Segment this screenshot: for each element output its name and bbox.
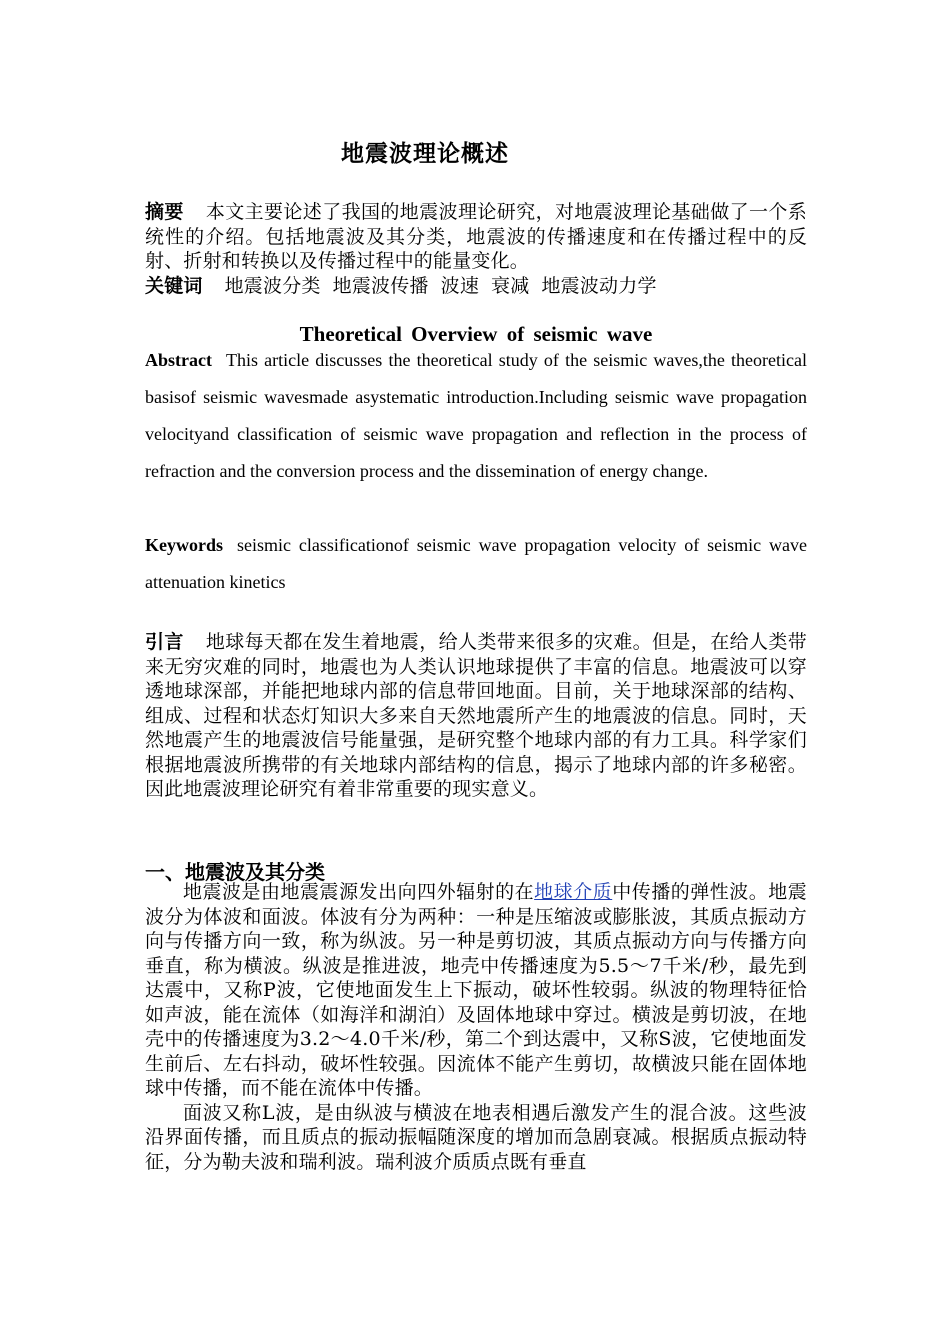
abstract-en-label: Abstract xyxy=(145,350,212,370)
abstract-cn-text: 本文主要论述了我国的地震波理论研究，对地震波理论基础做了一个系统性的介绍。包括地震波及其分类，地震波的传播速度和在传播过程中的反射、折射和转换以及传播过程中的能量变化。 xyxy=(145,201,808,272)
earth-medium-link[interactable]: 地球介质 xyxy=(534,881,613,903)
abstract-en-text: This article discusses the theoretical study of the seismic waves,the theoretical basisof seismic wavesmade asystematic introduction.Including seismic wave propagation velocityand classification of seismic wave propagation and reflection in the process of refraction and the conversion process and the dissemination of energy change. xyxy=(145,350,807,481)
keyword-cn-item: 地震波分类 xyxy=(224,275,321,297)
keyword-cn-item: 地震波传播 xyxy=(332,275,429,297)
abstract-cn xyxy=(145,200,807,274)
page-title: 地震波理论概述 xyxy=(341,141,509,167)
keywords-en-label: Keywords xyxy=(145,535,223,555)
keywords-cn-label: 关键词 xyxy=(145,275,203,297)
section-heading: 一、地震波及其分类 xyxy=(145,860,325,884)
english-title: Theoretical Overview of seismic wave xyxy=(299,322,653,346)
intro-text: 地球每天都在发生着地震，给人类带来很多的灾难。但是，在给人类带来无穷灾难的同时，地震也为人类认识地球提供了丰富的信息。地震波可以穿透地球深部，并能把地球内部的信息带回地面。目前，关于地球深部的结构、组成、过程和状态灯知识大多来自天然地震所产生的地震波的信息。同时，天然地震产生的地震波信号能量强，是研究整个地球内部的有力工具。科学家们根据地震波所携带的有关地球内部结构的信息，揭示了地球内部的许多秘密。因此地震波理论研究有着非常重要的现实意义。 xyxy=(145,631,808,800)
abstract-en xyxy=(145,342,807,490)
section-paragraph-2: 面波又称L波，是由纵波与横波在地表相遇后激发产生的混合波。这些波沿界面传播，而且质点的振动振幅随深度的增加而急剧衰减。根据质点振动特征，分为勒夫波和瑞利波。瑞利波介质质点既有垂直 xyxy=(145,1101,807,1173)
keyword-cn-item: 衰减 xyxy=(491,275,530,297)
intro-label: 引言 xyxy=(145,631,184,653)
section-paragraph-1 xyxy=(145,880,807,1101)
keywords-en-text: seismic classificationof seismic wave propagation velocity of seismic wave attenuation kinetics xyxy=(145,535,807,592)
paragraph-text: 地震波是由地震震源发出向四外辐射的在 xyxy=(183,881,535,903)
keyword-cn-item: 波速 xyxy=(440,275,480,297)
section-body xyxy=(145,880,807,1174)
paragraph-text: 中传播的弹性波。地震波分为体波和面波。体波有分为两种：一种是压缩波或膨胀波，其质点振动方向与传播方向一致，称为纵波。另一种是剪切波，其质点振动方向与传播方向垂直，称为横波。纵波是推进波，地壳中传播速度为5.5～7千米/秒，最先到达震中，又称P波，它使地面发生上下振动，破坏性较弱。纵波的物理特征恰如声波，能在流体（如海洋和湖泊）及固体地球中穿过。横波是剪切波，在地壳中的传播速度为3.2～4.0千米/秒，第二个到达震中，又称S波，它使地面发生前后、左右抖动，破坏性较强。因流体不能产生剪切，故横波只能在固体地球中传播，而不能在流体中传播。 xyxy=(145,881,807,1099)
keyword-cn-item: 地震波动力学 xyxy=(541,275,657,297)
keywords-cn xyxy=(145,274,807,299)
introduction xyxy=(145,630,807,802)
abstract-cn-label: 摘要 xyxy=(145,201,184,223)
keywords-en xyxy=(145,527,807,601)
